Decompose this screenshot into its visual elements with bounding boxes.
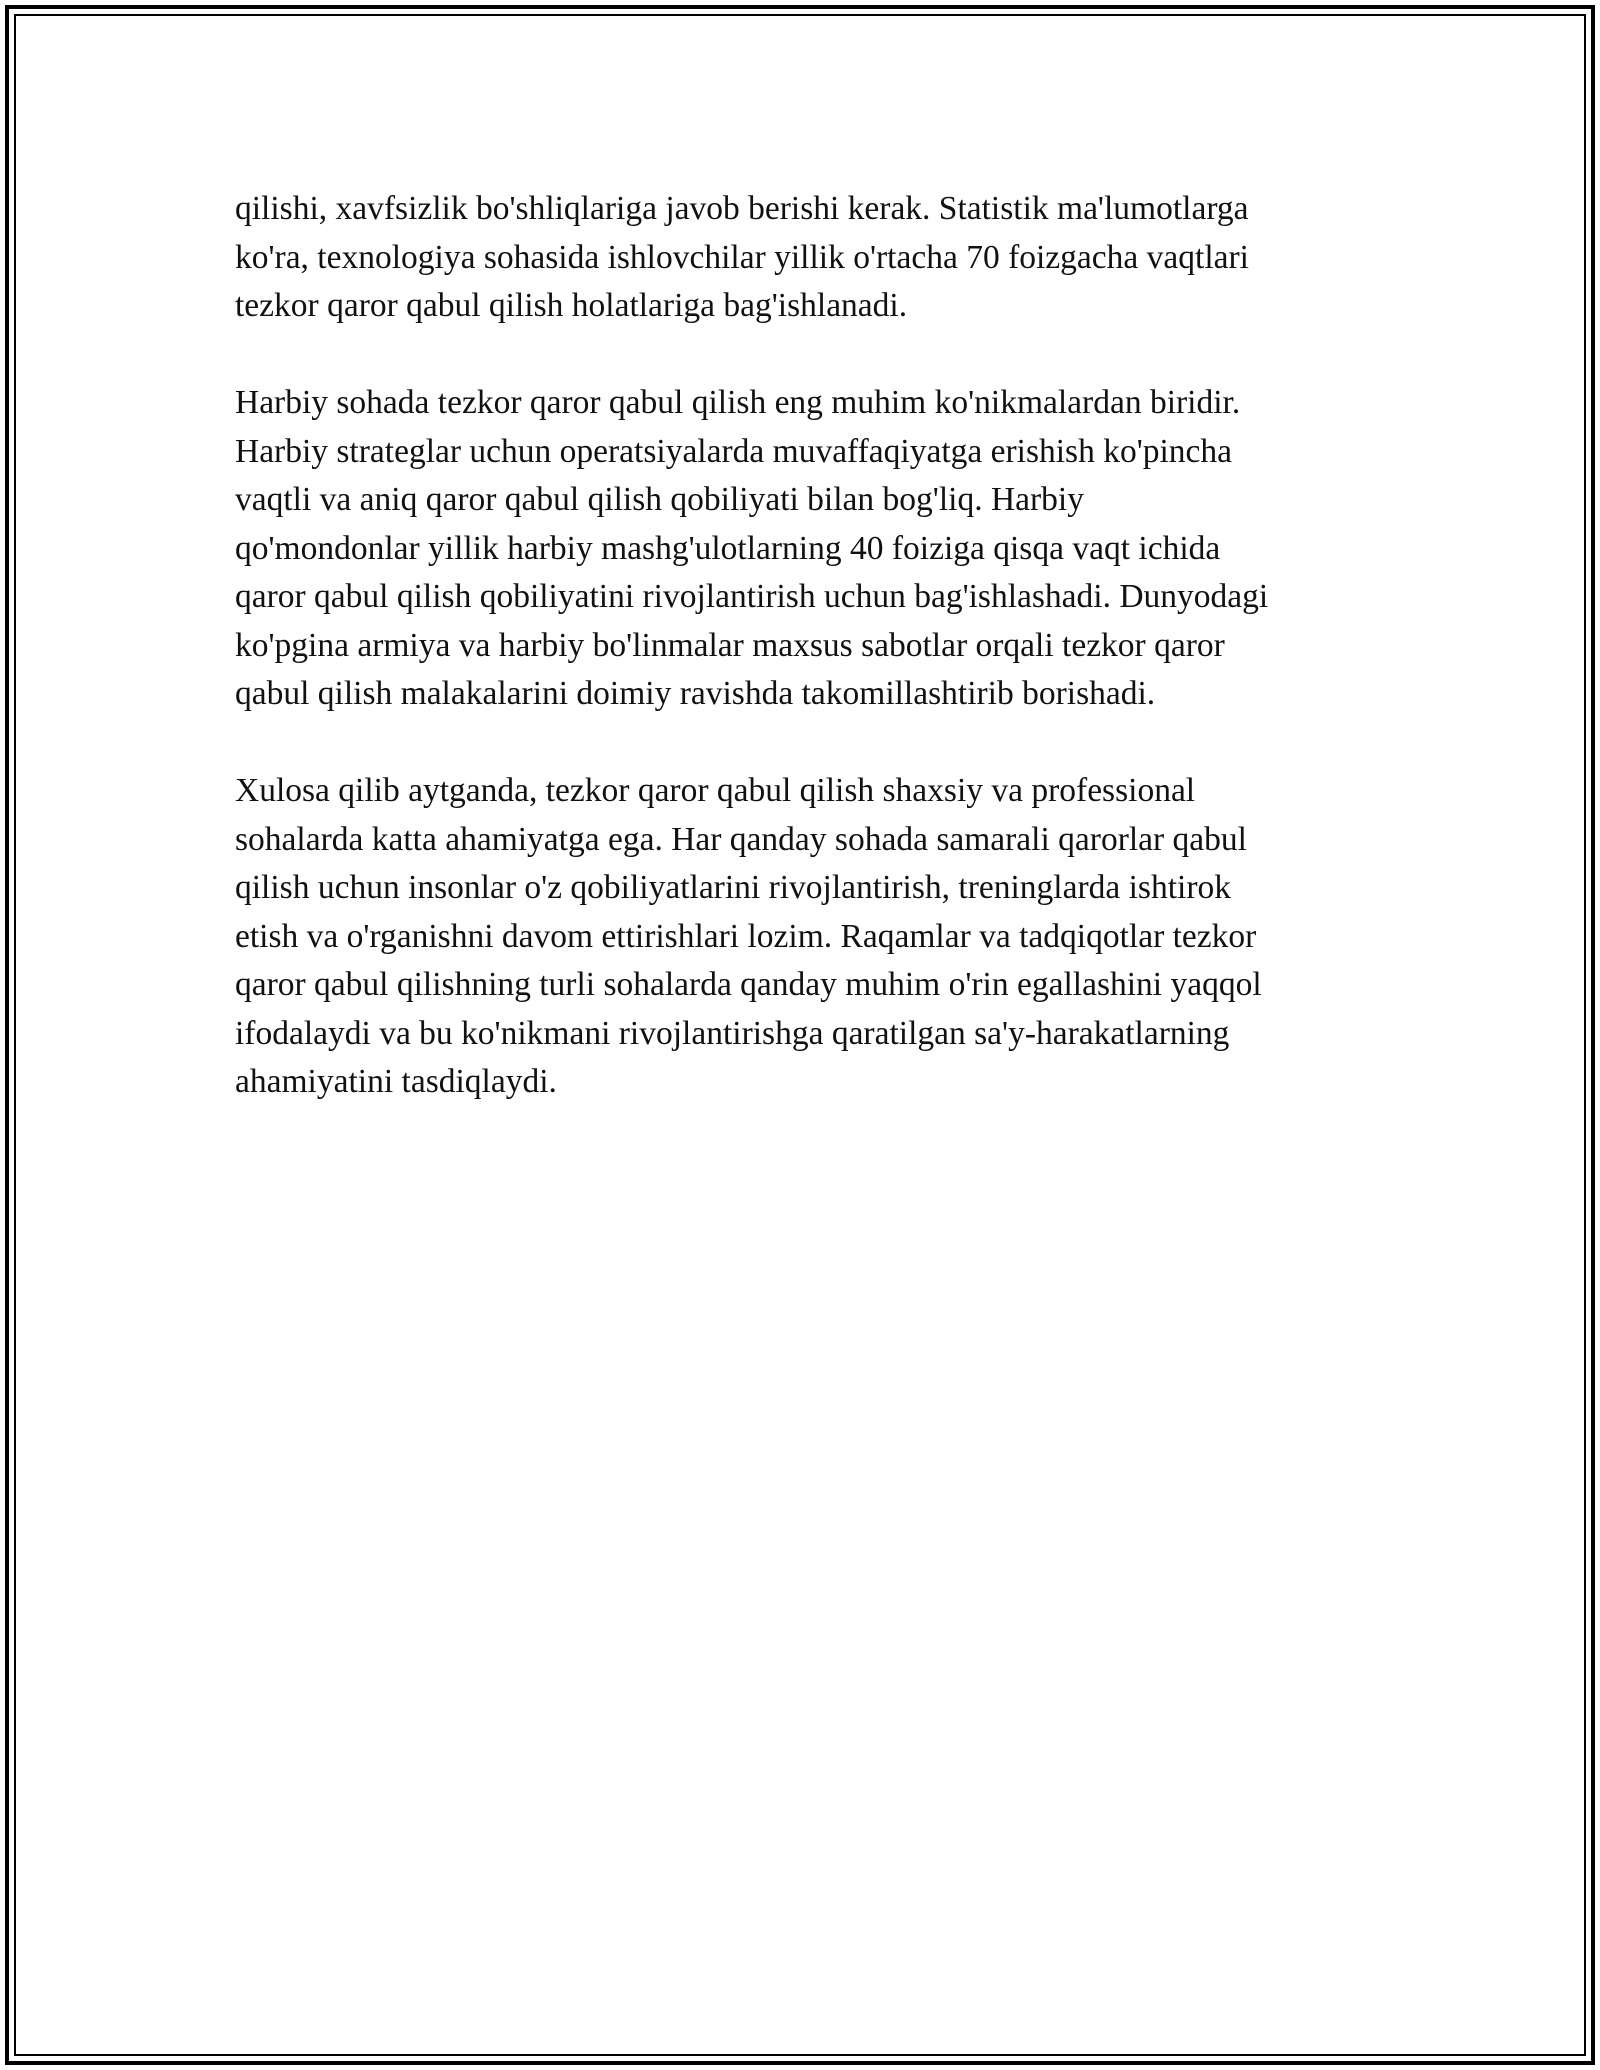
document-body: [235, 185, 1385, 1155]
text-line: qo'mondonlar yillik harbiy mashg'ulotlarning 40 foiziga qisqa vaqt ichida: [235, 529, 1221, 567]
paragraph-1: [235, 185, 1385, 331]
paragraph-3: [235, 767, 1385, 1107]
text-line: etish va o'rganishni davom ettirishlari lozim. Raqamlar va tadqiqotlar tezkor: [235, 917, 1257, 955]
text-line: qilish uchun insonlar o'z qobiliyatlarini rivojlantirish, treninglarda ishtirok: [235, 869, 1231, 906]
text-line: qabul qilish malakalarini doimiy ravishda takomillashtirib borishadi.: [235, 675, 1156, 712]
text-line: Harbiy strateglar uchun operatsiyalarda muvaffaqiyatga erishish ko'pincha: [235, 432, 1233, 470]
text-line: ko'ra, texnologiya sohasida ishlovchilar yillik o'rtacha 70 foizgacha vaqtlari: [235, 238, 1249, 276]
text-line: ko'pgina armiya va harbiy bo'linmalar maxsus sabotlar orqali tezkor qaror: [235, 626, 1225, 664]
text-line: Xulosa qilib aytganda, tezkor qaror qabul qilish shaxsiy va professional: [235, 772, 1196, 809]
text-line: qaror qabul qilishning turli sohalarda qanday muhim o'rin egallashini yaqqol: [235, 966, 1262, 1003]
text-line: ifodalaydi va bu ko'nikmani rivojlantirishga qaratilgan sa'y-harakatlarning: [235, 1014, 1230, 1052]
text-line: vaqtli va aniq qaror qabul qilish qobiliyati bilan bog'liq. Harbiy: [235, 481, 1084, 518]
text-line: ahamiyatini tasdiqlaydi.: [235, 1063, 557, 1100]
text-line: tezkor qaror qabul qilish holatlariga bag'ishlanadi.: [235, 287, 908, 324]
text-line: qilishi, xavfsizlik bo'shliqlariga javob berishi kerak. Statistik ma'lumotlarga: [235, 190, 1249, 227]
paragraph-2: [235, 379, 1385, 719]
text-line: Harbiy sohada tezkor qaror qabul qilish eng muhim ko'nikmalardan biridir.: [235, 384, 1241, 421]
text-line: qaror qabul qilish qobiliyatini rivojlantirish uchun bag'ishlashadi. Dunyodagi: [235, 578, 1269, 615]
text-line: sohalarda katta ahamiyatga ega. Har qanday sohada samarali qarorlar qabul: [235, 820, 1247, 858]
